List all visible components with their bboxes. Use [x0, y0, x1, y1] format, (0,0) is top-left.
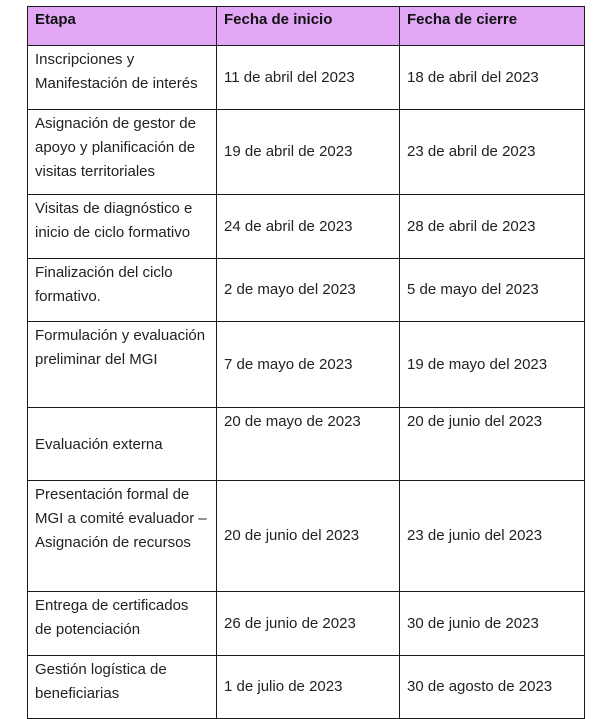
cell-fecha-inicio: 1 de julio de 2023 — [217, 656, 400, 719]
cell-fecha-cierre: 5 de mayo del 2023 — [400, 259, 585, 322]
cell-etapa: Visitas de diagnóstico e inicio de ciclo formativo — [28, 195, 217, 259]
cell-fecha-cierre: 18 de abril del 2023 — [400, 46, 585, 110]
cell-fecha-cierre: 28 de abril de 2023 — [400, 195, 585, 259]
cell-etapa: Formulación y evaluación preliminar del MGI — [28, 322, 217, 408]
cell-fecha-cierre: 30 de junio de 2023 — [400, 592, 585, 656]
cell-fecha-inicio: 11 de abril del 2023 — [217, 46, 400, 110]
cell-etapa: Finalización del ciclo formativo. — [28, 259, 217, 322]
table-header-row — [28, 7, 585, 46]
cell-fecha-cierre: 19 de mayo del 2023 — [400, 322, 585, 408]
cell-fecha-inicio: 19 de abril de 2023 — [217, 110, 400, 195]
table-row — [28, 322, 585, 408]
cell-fecha-cierre: 23 de junio del 2023 — [400, 481, 585, 592]
table-row — [28, 259, 585, 322]
table-row — [28, 592, 585, 656]
cell-fecha-cierre: 30 de agosto de 2023 — [400, 656, 585, 719]
table-row — [28, 656, 585, 719]
schedule-table — [27, 6, 585, 719]
header-fecha-cierre: Fecha de cierre — [400, 7, 585, 46]
table-row — [28, 110, 585, 195]
cell-fecha-inicio: 2 de mayo del 2023 — [217, 259, 400, 322]
cell-fecha-inicio: 7 de mayo de 2023 — [217, 322, 400, 408]
table-row — [28, 481, 585, 592]
cell-fecha-inicio: 20 de junio del 2023 — [217, 481, 400, 592]
cell-etapa: Evaluación externa — [28, 408, 217, 481]
cell-etapa: Entrega de certificados de potenciación — [28, 592, 217, 656]
header-fecha-inicio: Fecha de inicio — [217, 7, 400, 46]
table-row — [28, 408, 585, 481]
cell-etapa: Asignación de gestor de apoyo y planificación de visitas territoriales — [28, 110, 217, 195]
cell-fecha-cierre: 23 de abril de 2023 — [400, 110, 585, 195]
cell-etapa: Gestión logística de beneficiarias — [28, 656, 217, 719]
cell-fecha-inicio: 24 de abril de 2023 — [217, 195, 400, 259]
table-row — [28, 195, 585, 259]
header-etapa: Etapa — [28, 7, 217, 46]
table-row — [28, 46, 585, 110]
cell-fecha-inicio: 26 de junio de 2023 — [217, 592, 400, 656]
cell-fecha-cierre: 20 de junio del 2023 — [400, 408, 585, 481]
cell-etapa: Presentación formal de MGI a comité evaluador – Asignación de recursos — [28, 481, 217, 592]
cell-etapa: Inscripciones y Manifestación de interés — [28, 46, 217, 110]
cell-fecha-inicio: 20 de mayo de 2023 — [217, 408, 400, 481]
